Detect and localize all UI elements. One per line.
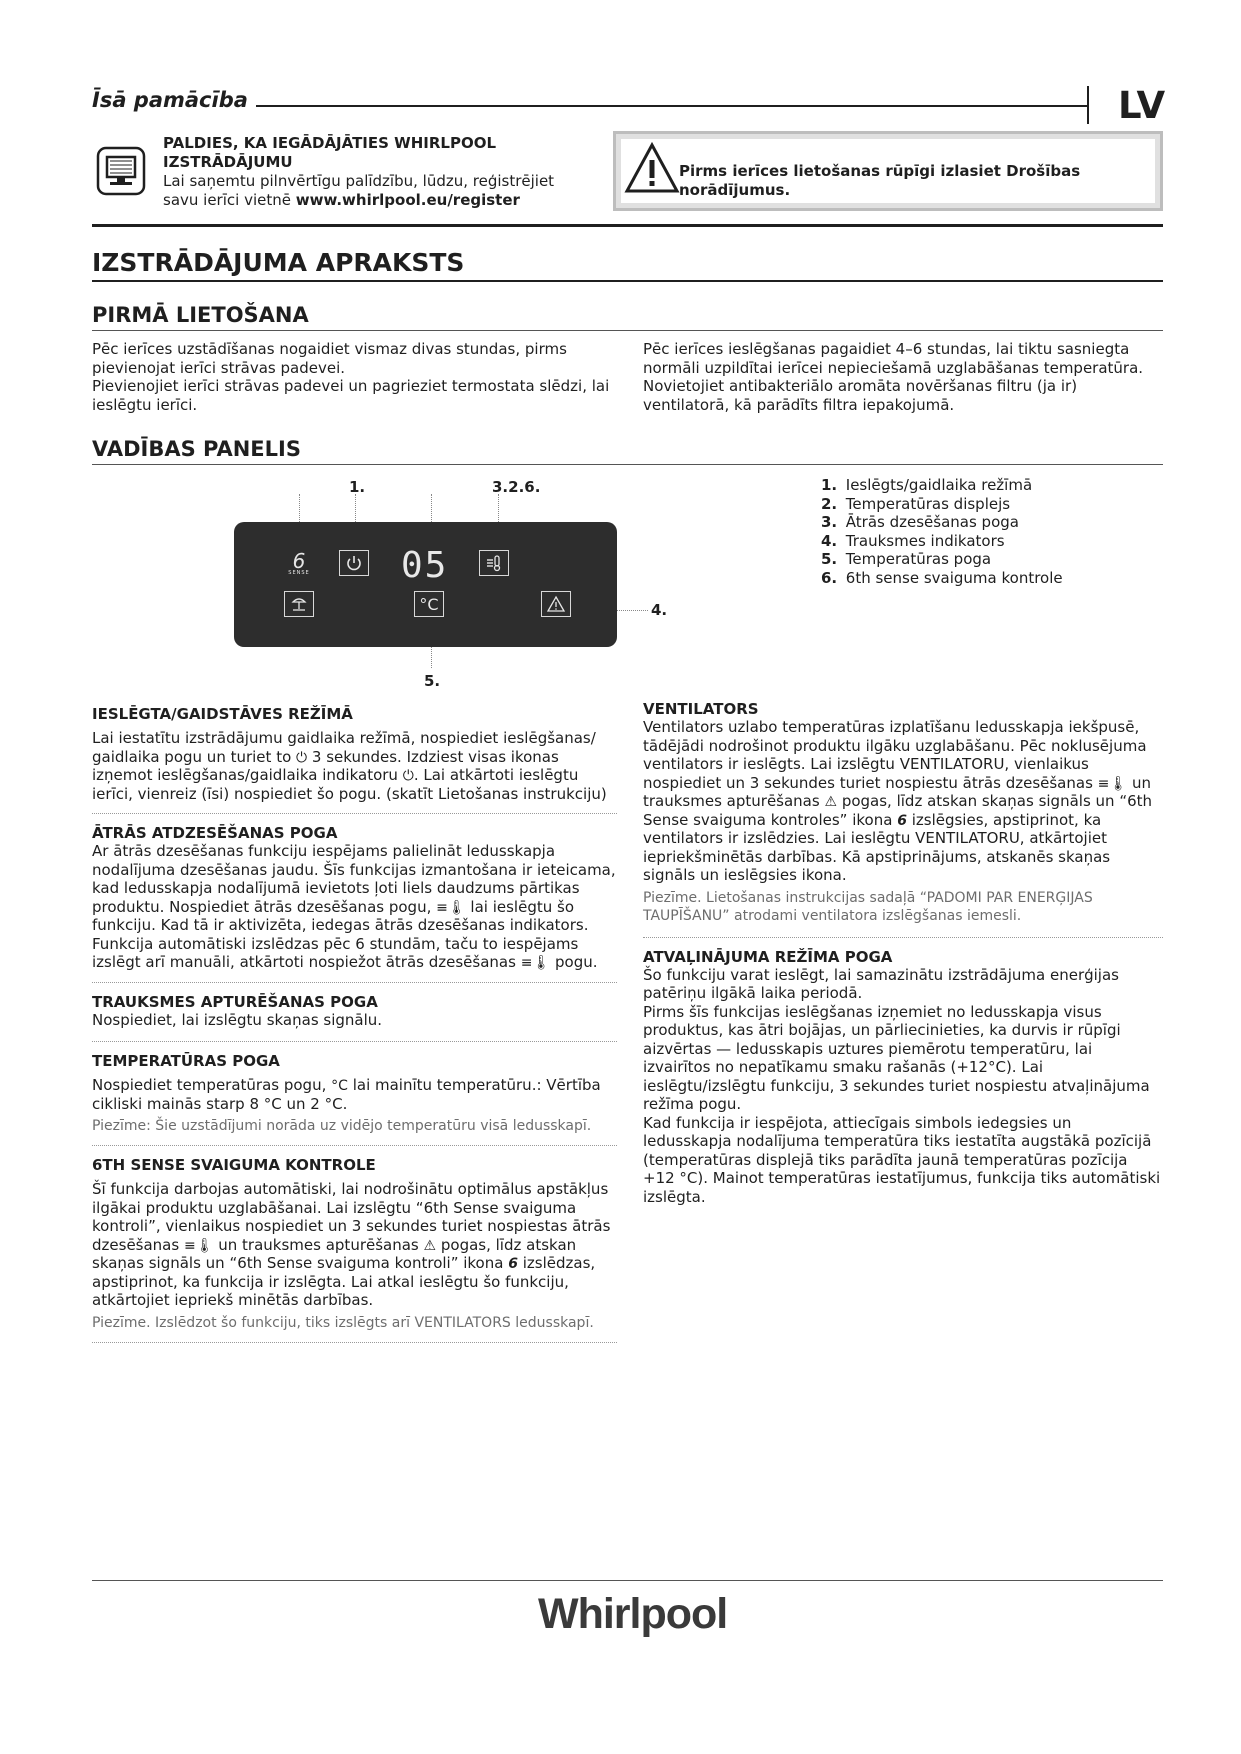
callout-3-2-6: 3.2.6. [492, 478, 541, 496]
temperature-title: TEMPERATŪRAS POGA [92, 1052, 280, 1070]
left-column [92, 705, 617, 1343]
register-text-body: Lai saņemtu pilnvērtīgu palīdzību, lūdzu, reģistrējiet savu ierīci vietnē [163, 172, 555, 209]
section-divider [92, 1041, 617, 1042]
alarm-warning-icon [546, 595, 566, 613]
sixth-sense-sub: SENSE [288, 570, 310, 576]
temperature-button[interactable] [414, 591, 444, 617]
first-use-right-p1: Pēc ierīces ieslēgšanas pagaidiet 4–6 stundas, lai tiktu sasniegta normāli uzpildītai ierīcei nepieciešamā uzglabāšanas temperatūra. [643, 340, 1144, 377]
fan-note: Piezīme. Lietošanas instrukcijas sadaļā “PADOMI PAR ENERĢIJAS TAUPĪŠANU” atrodami ventilatora izslēgšanas iemesli. [643, 889, 1093, 924]
first-use-left-p1: Pēc ierīces uzstādīšanas nogaidiet vismaz divas stundas, pirms pievienojat ierīci strāvas padevei. [92, 340, 567, 377]
sixth-sense-icon [284, 549, 314, 576]
register-text [163, 172, 563, 210]
fast-cool-button[interactable] [479, 550, 509, 576]
first-use-heading: PIRMĀ LIETOŠANA [92, 303, 309, 327]
vacation-text-2: Pirms šīs funkcijas ieslēgšanas izņemiet no ledusskapja visus produktus, kas ātri bojājas, un pārliecinieties, ka durvis ir rūpīgi aizvērtas — ledusskapis uztures piemērotu temperatūru, lai izvairītos no nepatīkamu smaku rašanās (+12°C). Lai ieslēgtu/izslēgtu funkciju, 3 sekundes turiet nospiestu atvaļinājuma režīma pogu. [643, 1002, 1150, 1113]
alarm-stop-button[interactable] [541, 591, 571, 617]
sixth-sense-note: Piezīme. Izslēdzot šo funkciju, tiks izslēgts arī VENTILATORS ledusskapī. [92, 1314, 594, 1331]
first-use-rule [92, 330, 1163, 331]
register-link[interactable]: www.whirlpool.eu/register [295, 191, 520, 209]
product-heading-rule [92, 280, 1163, 282]
alarm-title: TRAUKSMES APTURĒŠANAS POGA [92, 992, 378, 1011]
fast-cool-icon: ≡🌡 [436, 899, 466, 916]
product-heading: IZSTRĀDĀJUMA APRAKSTS [92, 248, 465, 277]
fast-cool-icon: ≡🌡 [183, 1237, 214, 1254]
legend-item: 3. Ātrās dzesēšanas poga [821, 513, 1019, 531]
callout-1: 1. [349, 478, 366, 496]
sixth-sense-title: 6TH SENSE SVAIGUMA KONTROLE [92, 1156, 376, 1174]
first-use-right-p2: Novietojiet antibakteriālo aromāta novēršanas filtru (ja ir) ventilatorā, kā parādīts filtra iepakojumā. [643, 377, 1078, 414]
temperature-display: 05 [401, 545, 449, 586]
temperature-celsius-icon: °C [419, 594, 439, 614]
section-divider [92, 224, 1163, 227]
callout-5: 5. [424, 672, 441, 690]
sixth-sense-icon: 6 [897, 812, 907, 829]
safety-warning-text: Pirms ierīces lietošanas rūpīgi izlasiet Drošības norādījumus. [679, 162, 1081, 199]
computer-icon [96, 146, 146, 196]
vacation-icon [290, 595, 308, 613]
register-title: PALDIES, KA IEGĀDĀJĀTIES WHIRLPOOL IZSTRĀDĀJUMU [163, 134, 497, 171]
control-panel-rule [92, 464, 1163, 465]
alarm-text: Nospiediet, lai izslēgtu skaņas signālu. [92, 1010, 383, 1029]
temperature-text: Nospiediet temperatūras pogu, °C lai mainītu temperatūru.: Vērtība cikliski mainās starp 8 °C un 2 °C. [92, 1076, 601, 1113]
standby-text: Lai iestatītu izstrādājumu gaidlaika režīmā, nospiediet ieslēgšanas/ gaidlaika pogu un turiet to ⏻ 3 sekundes. Izdziest visas ikonas izņemot ieslēgšanas/gaidlaika indikatoru ⏻. Lai atkārtoti ieslēgtu ierīci, vienreiz (īsi) nospiediet šo pogu. (skatīt Lietošanas instrukciju) [92, 729, 607, 803]
section-divider [92, 813, 617, 814]
fast-cool-title: ĀTRĀS ATDZESĒŠANAS POGA [92, 824, 338, 842]
sixth-sense-glyph: 6 [292, 549, 306, 573]
vacation-title: ATVAĻINĀJUMA REŽĪMA POGA [643, 947, 893, 966]
header-rule [256, 105, 1088, 107]
first-use-right [643, 340, 1163, 414]
vacation-text-3: Kad funkcija ir iespējota, attiecīgais simbols iedegsies un ledusskapja nodalījuma temperatūra tiks iestatīta augstākā pozīcijā (temperatūras displejā tiks parādīta jaunā temperatūras pozīcija +12 °C). Mainot temperatūras iestatījumus, funkcija tiks automātiski izslēgta. [643, 1113, 1161, 1206]
legend-item: 1. Ieslēgts/gaidlaika režīmā [821, 476, 1033, 494]
standby-title: IESLĒGTA/GAIDSTĀVES REŽĪMĀ [92, 705, 353, 723]
power-button[interactable] [339, 550, 369, 576]
callout-4: 4. [651, 601, 668, 619]
warning-triangle-icon: ⚠ [824, 794, 838, 810]
control-panel-heading: VADĪBAS PANELIS [92, 437, 301, 461]
footer-rule [92, 1580, 1163, 1581]
vacation-text-1: Šo funkciju varat ieslēgt, lai samazinātu izstrādājuma enerģijas patēriņu ilgākā laika periodā. [643, 965, 1119, 1002]
fast-cool-text: Ar ātrās dzesēšanas funkciju iespējams palielināt ledusskapja nodalījuma dzesēšanas jaudu. Šīs funkcijas izmantošana ir ieteicama, kad ledusskapja nodalījumā ievietots ļoti liels daudzums pārtikas produktu. Nospiediet ātrās dzesēšanas pogu, ≡🌡 lai ieslēgtu šo funkciju. Kad tā ir aktivizēta, iedegas ātrās dzesēšanas indikators. Funkcija automātiski izslēdzas pēc 6 stundām, taču to iespējams izslēgt arī manuāli, atkārtoti nospiežot ātrās dzesēšanas ≡🌡 pogu. [92, 842, 616, 971]
sixth-sense-text: Šī funkcija darbojas automātiski, lai nodrošinātu optimālus apstākļus ilgākai produktu uzglabāšanai. Lai izslēgtu “6th Sense svaiguma kontroli”, vienlaikus nospiediet un 3 sekundes turiet nospiestas ātrās dzesēšanas ≡🌡 un trauksmes apturēšanas ⚠ pogas, līdz atskan skaņas signāls un “6th Sense svaiguma kontroli” ikona 6 izslēdzas, apstiprinot, ka funkcija ir izslēgta. Lai atkal ieslēgtu šo funkciju, atkārtojiet iepriekš minētās darbības. [92, 1180, 611, 1309]
header-tick [1087, 86, 1089, 124]
power-icon: ⏻ [296, 749, 308, 766]
legend-item: 6. 6th sense svaiguma kontrole [821, 568, 1063, 587]
temperature-note: Piezīme: Šie uzstādījumi norāda uz vidējo temperatūru visā ledusskapī. [92, 1118, 592, 1134]
first-use-left-p2: Pievienojiet ierīci strāvas padevei un pagrieziet termostata slēdzi, lai ieslēgtu ierīci. [92, 377, 610, 414]
whirlpool-logo: Whirlpool [538, 1590, 728, 1638]
fast-cool-icon [485, 554, 503, 572]
vacation-button[interactable] [284, 591, 314, 617]
fan-text: Ventilators uzlabo temperatūras izplatīšanu ledusskapja iekšpusē, tādējādi nodrošinot produktu ilgāku uzglabāšanu. Pēc noklusējuma ventilators ir ieslēgts. Lai izslēgtu VENTILATORU, vienlaikus nospiediet un 3 sekundes turiet nospiestu ātrās dzesēšanas ≡🌡 un trauksmes apturēšanas ⚠ pogas, līdz atskan skaņas signāls un “6th Sense svaiguma kontroles” ikona 6 izslēgsies, apstiprinot, ka ventilators ir izslēdzies. Lai ieslēgtu VENTILATORU, atkārtojiet iepriekšminētās darbības. Kā apstiprinājums, atskanēs skaņas signāls un ieslēgsies ikona. [643, 718, 1153, 884]
sixth-sense-icon: 6 [508, 1256, 518, 1272]
power-icon: ⏻ [402, 768, 414, 784]
section-divider [643, 937, 1163, 938]
warning-triangle-icon [624, 142, 680, 194]
temperature-celsius-icon: °C [331, 1078, 348, 1094]
language-code: LV [1118, 84, 1166, 127]
right-column [643, 700, 1163, 1206]
section-divider [92, 1342, 617, 1343]
first-use-left [92, 340, 612, 414]
section-divider [92, 1145, 617, 1146]
power-icon [345, 554, 363, 572]
control-legend [821, 476, 1063, 587]
guide-title: Īsā pamācība [92, 88, 248, 112]
fan-title: VENTILATORS [643, 700, 759, 718]
fast-cool-icon: ≡🌡 [520, 955, 551, 971]
legend-item: 2. Temperatūras displejs [821, 494, 1011, 513]
section-divider [92, 982, 617, 983]
legend-item: 5. Temperatūras poga [821, 550, 992, 568]
legend-item: 4. Trauksmes indikators [821, 531, 1005, 550]
warning-triangle-icon: ⚠ [423, 1237, 437, 1254]
fast-cool-icon: ≡🌡 [1097, 775, 1128, 792]
